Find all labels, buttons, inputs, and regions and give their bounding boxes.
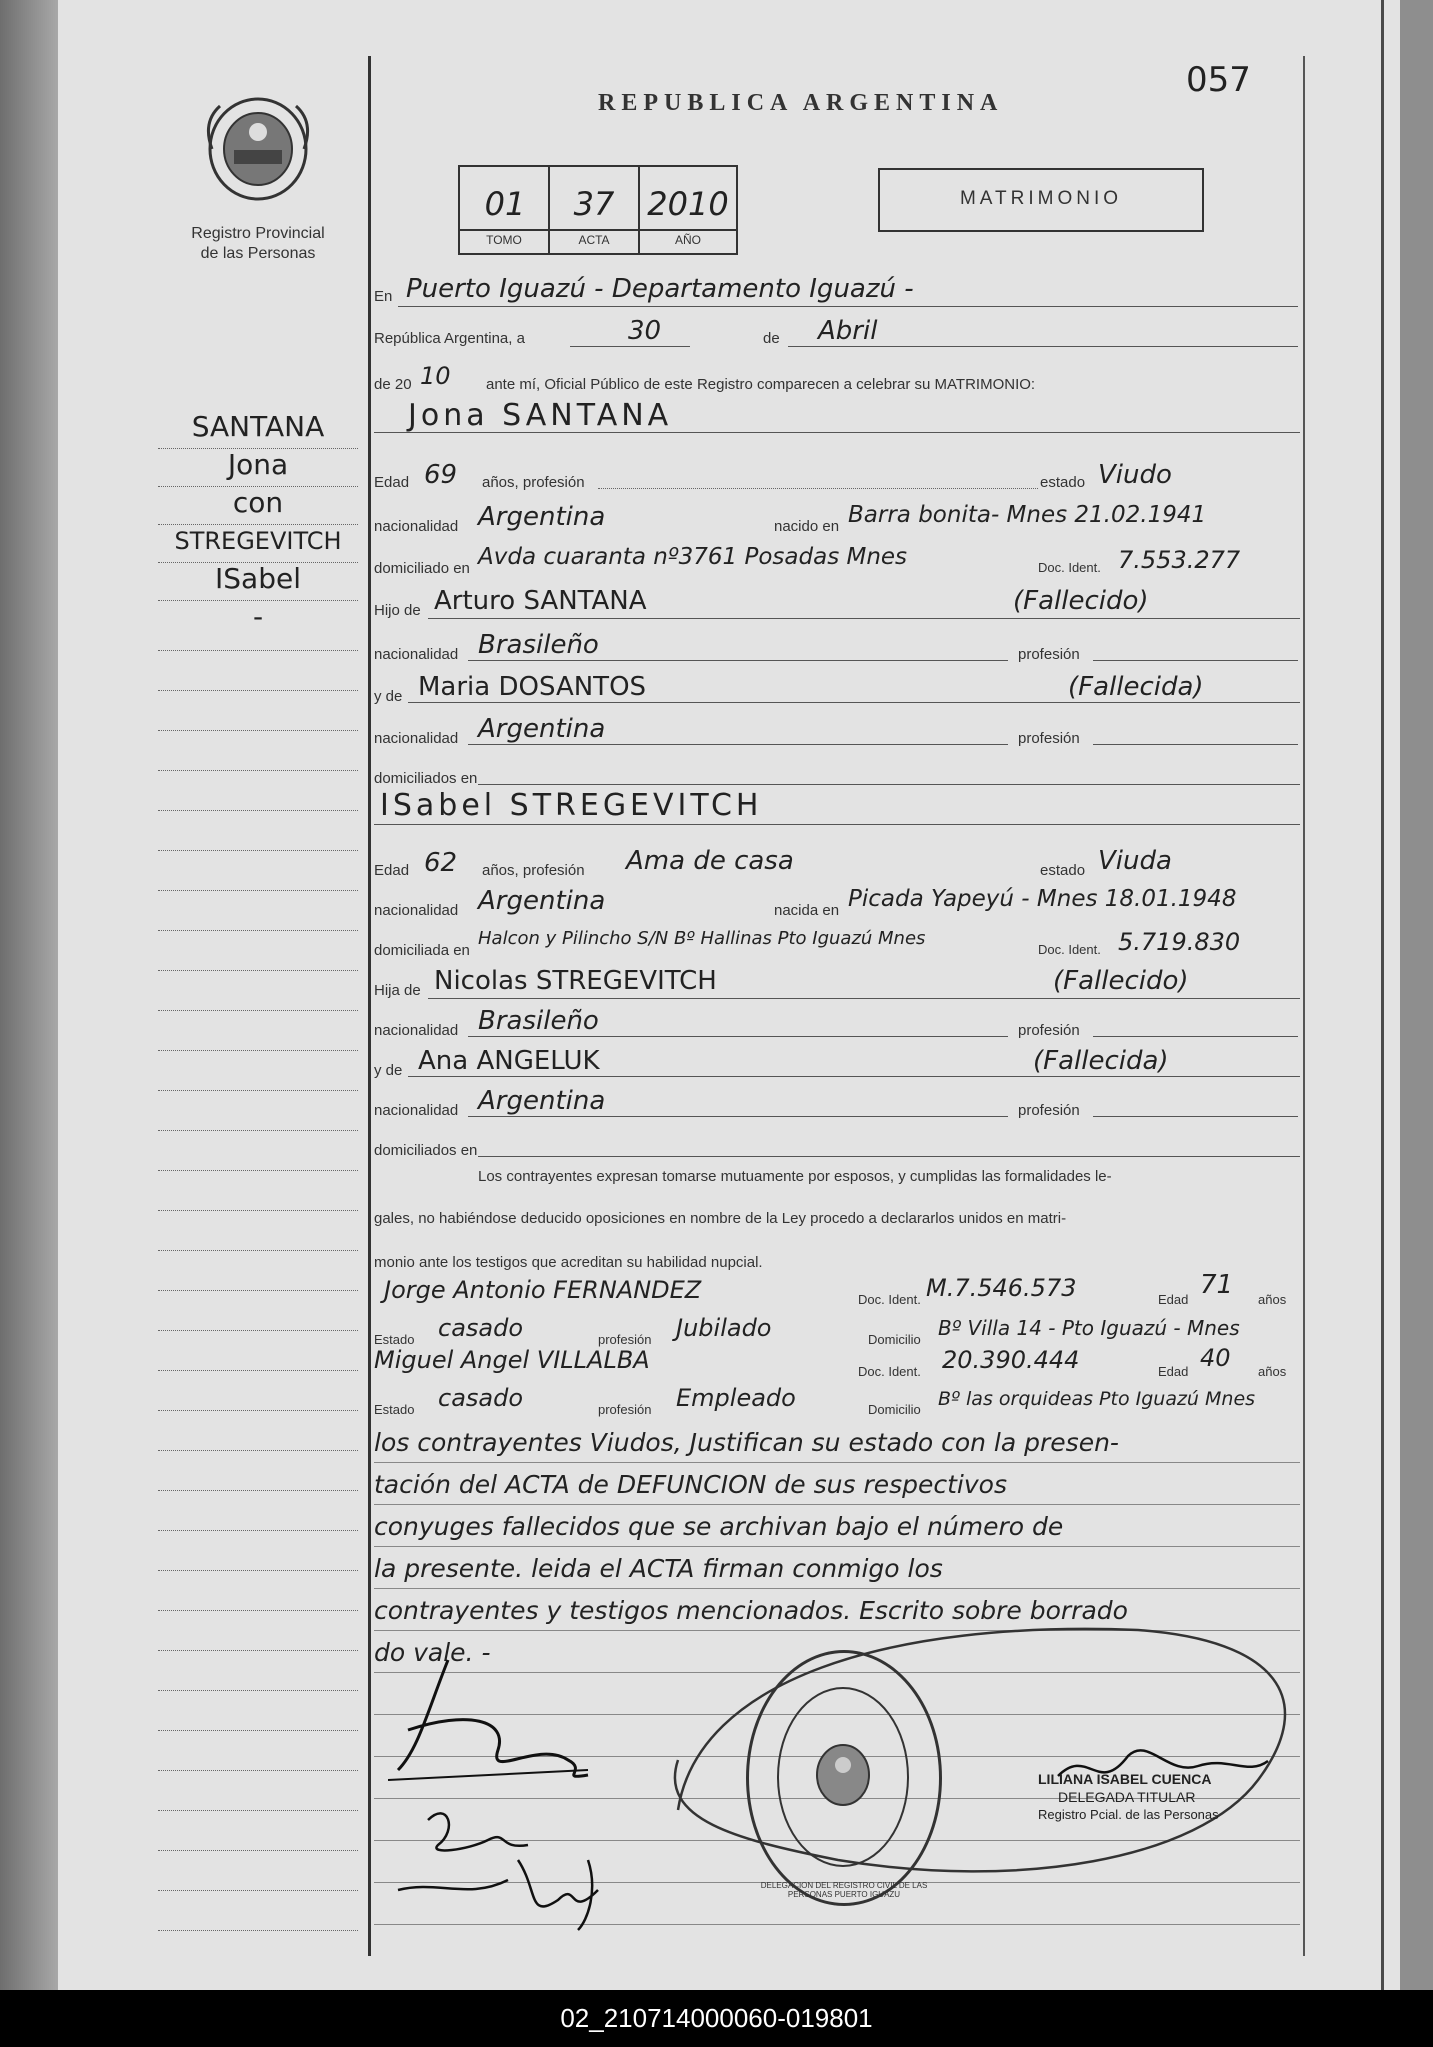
groom-mother-status: (Fallecida) [1068, 672, 1204, 702]
note-line: contrayentes y testigos mencionados. Escrito sobre borrado [374, 1596, 1128, 1625]
groom-mother-nationality: Argentina [478, 714, 606, 744]
bride-domiciliada-label: domiciliada en [374, 942, 470, 959]
month-field: Abril [818, 316, 878, 346]
bride-father-nat-label: nacionalidad [374, 1022, 459, 1039]
bride-edad-label: Edad [374, 862, 410, 879]
day-field: 30 [628, 316, 662, 346]
act-number-box [458, 165, 738, 255]
seal-text: DELEGACION DEL REGISTRO CIVIL DE LAS PERSONAS PUERTO IGUAZU [760, 1881, 928, 1899]
type-box [878, 168, 1204, 232]
place-field: Puerto Iguazú - Departamento Iguazú - [406, 274, 914, 304]
year-suffix: 10 [420, 362, 451, 390]
bride-nationality: Argentina [478, 886, 606, 916]
bride-mother-nationality: Argentina [478, 1086, 606, 1116]
witness1-edad-label: Edad [1158, 1292, 1189, 1307]
witness1-estado-label: Estado [374, 1332, 415, 1347]
official-stamp [1038, 1770, 1219, 1824]
margin-name-bride: ISabel [215, 562, 301, 595]
bride-mother: Ana ANGELUK [418, 1046, 600, 1076]
margin-dash: - [252, 600, 264, 633]
contractor-signatures-icon [388, 1650, 708, 1950]
acta-value: 37 [573, 185, 615, 223]
declaration-line3: monio ante los testigos que acreditan su habilidad nupcial. [374, 1254, 763, 1271]
groom-profesion-label: años, profesión [482, 474, 585, 491]
note-line: conyuges fallecidos que se archivan bajo el número de [374, 1512, 1064, 1541]
groom-nationality: Argentina [478, 502, 606, 532]
seal-emblem-icon [811, 1739, 875, 1811]
groom-estado-label: estado [1040, 474, 1086, 491]
witness2-edad-label: Edad [1158, 1364, 1189, 1379]
groom-mother-prof-label: profesión [1018, 730, 1080, 747]
official-name: LILIANA ISABEL CUENCA [1038, 1771, 1212, 1787]
witness2-estado-label: Estado [374, 1402, 415, 1417]
witness2-age: 40 [1200, 1344, 1231, 1372]
groom-mother: Maria DOSANTOS [418, 672, 647, 702]
groom-age: 69 [424, 460, 458, 490]
margin-surname-groom: SANTANA [191, 410, 325, 443]
anio-value: 2010 [647, 185, 729, 223]
bride-yde-label: y de [374, 1062, 403, 1079]
witness1-age: 71 [1200, 1270, 1234, 1300]
provincial-coat-of-arms-icon [198, 92, 318, 207]
tomo-label: TOMO [486, 233, 522, 247]
bride-mother-status: (Fallecida) [1033, 1046, 1169, 1076]
witness1-anos-label: años [1258, 1292, 1287, 1307]
bride-estado: Viuda [1098, 846, 1172, 876]
bride-nacida-label: nacida en [774, 902, 840, 919]
note-line: la presente. leida el ACTA firman conmigo los [374, 1554, 943, 1583]
page-right-border [1381, 0, 1384, 1990]
bride-father-nationality: Brasileño [478, 1006, 599, 1036]
witness2-domicilio-label: Domicilio [868, 1402, 921, 1417]
bride-doc-label: Doc. Ident. [1038, 942, 1101, 957]
groom-estado: Viudo [1098, 460, 1172, 490]
republica-label: República Argentina, a [374, 330, 525, 347]
document-page [58, 0, 1400, 1990]
bride-age: 62 [424, 848, 458, 878]
book-gutter [0, 0, 58, 1990]
groom-mother-nat-label: nacionalidad [374, 730, 459, 747]
margin-con: con [232, 486, 284, 519]
intro-text: ante mí, Oficial Público de este Registro comparecen a celebrar su MATRIMONIO: [486, 376, 1036, 393]
bride-mother-nat-label: nacionalidad [374, 1102, 459, 1119]
registry-name-line2: de las Personas [200, 245, 316, 262]
margin-note [148, 408, 368, 636]
groom-father-prof-label: profesión [1018, 646, 1080, 663]
year-prefix: de 20 [374, 376, 412, 393]
groom-doc-label: Doc. Ident. [1038, 560, 1101, 575]
witness2-profession: Empleado [676, 1384, 796, 1412]
type-label: MATRIMONIO [959, 188, 1123, 209]
witness2-estado: casado [438, 1384, 524, 1412]
groom-domiciliado-label: domiciliado en [374, 560, 470, 577]
note-line: tación del ACTA de DEFUNCION de sus respectivos [374, 1470, 1007, 1499]
margin-surname-bride: STREGEVITCH [174, 527, 342, 555]
tomo-value: 01 [484, 185, 526, 223]
registry-name-line1: Registro Provincial [191, 225, 325, 242]
witness1-name: Jorge Antonio FERNANDEZ [384, 1276, 702, 1304]
witness1-doc-label: Doc. Ident. [858, 1292, 921, 1307]
bride-father-status: (Fallecido) [1053, 966, 1189, 996]
witness2-prof-label: profesión [598, 1402, 652, 1417]
bride-doc: 5.719.830 [1118, 928, 1241, 956]
witness2-doc-label: Doc. Ident. [858, 1364, 921, 1379]
bride-father-prof-label: profesión [1018, 1022, 1080, 1039]
margin-divider [368, 56, 371, 1956]
groom-nacionalidad-label: nacionalidad [374, 518, 459, 535]
official-title: DELEGADA TITULAR [1058, 1789, 1196, 1805]
groom-father-status: (Fallecido) [1013, 586, 1149, 616]
witness1-doc: M.7.546.573 [926, 1274, 1077, 1302]
groom-birthplace: Barra bonita- Mnes 21.02.1941 [848, 502, 1207, 528]
note-line: do vale. - [374, 1638, 491, 1667]
witness1-profession: Jubilado [676, 1314, 772, 1342]
bride-profesion-label: años, profesión [482, 862, 585, 879]
de-label: de [763, 330, 780, 347]
bride-profession: Ama de casa [626, 846, 794, 876]
bride-domiciliados-label: domiciliados en [374, 1142, 478, 1159]
groom-nacido-label: nacido en [774, 518, 840, 535]
witness1-estado: casado [438, 1314, 524, 1342]
declaration-line1: Los contrayentes expresan tomarse mutuamente por esposos, y cumplidas las formalidades le- [478, 1168, 1112, 1185]
groom-domiciliados-label: domiciliados en [374, 770, 478, 787]
en-label: En [374, 288, 393, 305]
groom-address: Avda cuaranta nº3761 Posadas Mnes [478, 544, 908, 570]
acta-label: ACTA [578, 233, 610, 247]
witness2-address: Bº las orquideas Pto Iguazú Mnes [938, 1388, 1256, 1410]
bride-hija-label: Hija de [374, 982, 421, 999]
anio-label: AÑO [674, 233, 701, 247]
bride-estado-label: estado [1040, 862, 1086, 879]
witness1-domicilio-label: Domicilio [868, 1332, 921, 1347]
groom-father-nat-label: nacionalidad [374, 646, 459, 663]
bride-father: Nicolas STREGEVITCH [434, 966, 717, 996]
groom-father-nationality: Brasileño [478, 630, 599, 660]
witness1-prof-label: profesión [598, 1332, 652, 1347]
declaration-line2: gales, no habiéndose deducido oposiciones en nombre de la Ley procedo a declararlos unidos en matri- [374, 1210, 1067, 1227]
witness2-name: Miguel Angel VILLALBA [374, 1346, 650, 1374]
bride-birthplace: Picada Yapeyú - Mnes 18.01.1948 [848, 886, 1237, 912]
document-footer-id: 02_210714000060-019801 [0, 1990, 1433, 2047]
bride-mother-prof-label: profesión [1018, 1102, 1080, 1119]
country-heading: REPUBLICA ARGENTINA [598, 90, 1004, 116]
bride-name: ISabel STREGEVITCH [380, 788, 763, 823]
groom-doc: 7.553.277 [1118, 546, 1241, 574]
witness2-anos-label: años [1258, 1364, 1287, 1379]
groom-yde-label: y de [374, 688, 403, 705]
witness1-address: Bº Villa 14 - Pto Iguazú - Mnes [938, 1316, 1240, 1340]
groom-name: Jona SANTANA [408, 398, 673, 433]
official-seal [746, 1650, 942, 1906]
witness2-doc: 20.390.444 [942, 1346, 1080, 1374]
bride-address: Halcon y Pilincho S/N Bº Hallinas Pto Iguazú Mnes [478, 928, 926, 949]
note-line: los contrayentes Viudos, Justifican su estado con la presen- [374, 1428, 1119, 1457]
bride-nacionalidad-label: nacionalidad [374, 902, 459, 919]
groom-father: Arturo SANTANA [434, 586, 647, 616]
groom-edad-label: Edad [374, 474, 410, 491]
folio-number: 057 [1186, 60, 1251, 100]
official-office: Registro Pcial. de las Personas [1038, 1807, 1219, 1822]
groom-hijo-label: Hijo de [374, 602, 421, 619]
margin-name-groom: Jona [227, 448, 289, 481]
